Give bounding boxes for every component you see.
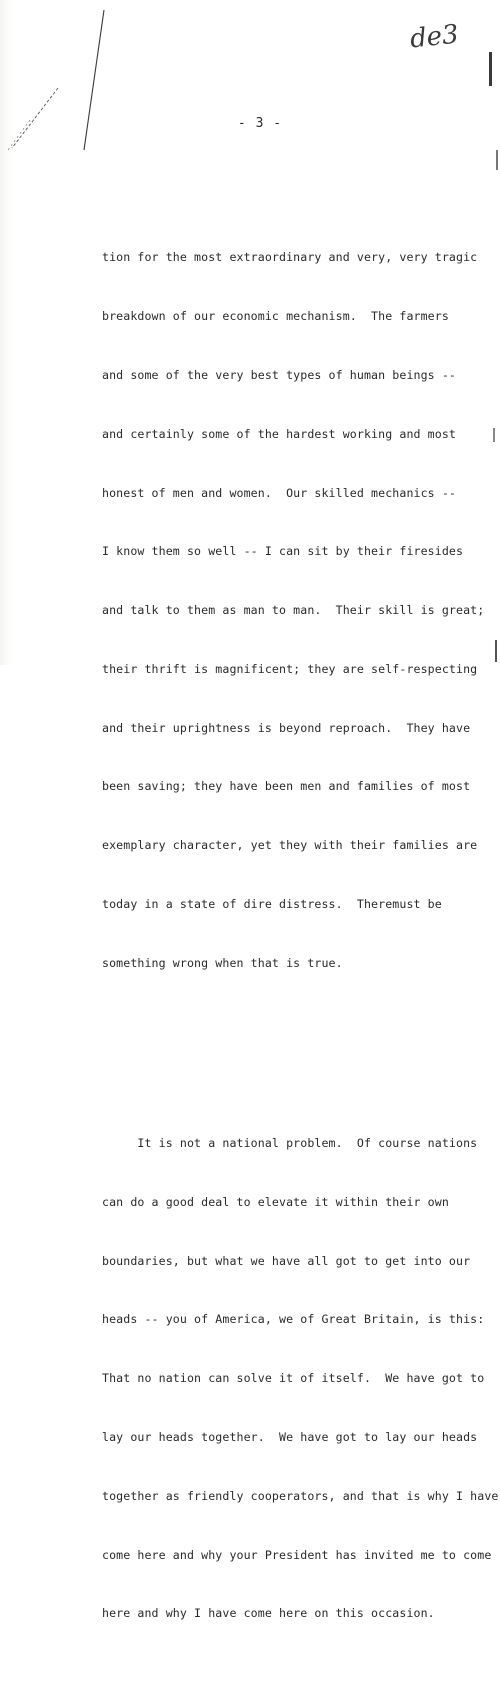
text-line: tion for the most extraordinary and very, very tragic bbox=[102, 250, 478, 265]
paragraph-1 bbox=[102, 209, 485, 1012]
text-line: lay our heads together. We have got to lay our heads bbox=[102, 1430, 478, 1444]
text-line: together as friendly cooperators, and that is why I have bbox=[102, 1488, 499, 1503]
page-number: - 3 - bbox=[237, 116, 283, 131]
text-line: and their uprightness is beyond reproach. They have bbox=[102, 720, 471, 735]
text-line: something wrong when that is true. bbox=[102, 955, 343, 970]
text-line: exemplary character, yet they with their families are bbox=[102, 838, 478, 853]
text-line: heads -- you of America, we of Great Britain, is this: bbox=[102, 1312, 485, 1327]
text-line: come here and why your President has invited me to come bbox=[102, 1547, 492, 1562]
text-line: and certainly some of the hardest working and most bbox=[102, 426, 457, 441]
text-line: today in a state of dire distress. Theremust be bbox=[102, 896, 442, 911]
text-line: That no nation can solve it of itself. We have got to bbox=[102, 1371, 485, 1386]
text-line: I know them so well -- I can sit by their firesides bbox=[102, 544, 464, 559]
edge-mark-upper bbox=[496, 150, 498, 170]
text-line: boundaries, but what we have all got to get into our bbox=[102, 1253, 471, 1268]
text-line: It is not a national problem. Of course nations bbox=[102, 1136, 478, 1151]
paragraph-break bbox=[102, 1052, 482, 1056]
edge-mark-lower bbox=[495, 640, 497, 662]
text-line: honest of men and women. Our skilled mechanics -- bbox=[102, 485, 457, 500]
body-text bbox=[102, 170, 499, 1702]
edge-mark-top bbox=[489, 52, 492, 86]
text-line: their thrift is magnificent; they are self-respecting bbox=[102, 661, 478, 676]
text-line: and talk to them as man to man. Their skill is great; bbox=[102, 603, 485, 618]
edge-mark-mid bbox=[493, 428, 495, 442]
paragraph-2 bbox=[102, 1095, 499, 1663]
text-line: and some of the very best types of human beings -- bbox=[102, 367, 457, 382]
text-line: can do a good deal to elevate it within their own bbox=[102, 1194, 449, 1209]
text-line: here and why I have come here on this occasion. bbox=[102, 1606, 435, 1621]
text-line: breakdown of our economic mechanism. The farmers bbox=[102, 309, 449, 324]
archive-handwritten-mark: de3 bbox=[408, 19, 461, 55]
text-line: been saving; they have been men and families of most bbox=[102, 779, 471, 794]
